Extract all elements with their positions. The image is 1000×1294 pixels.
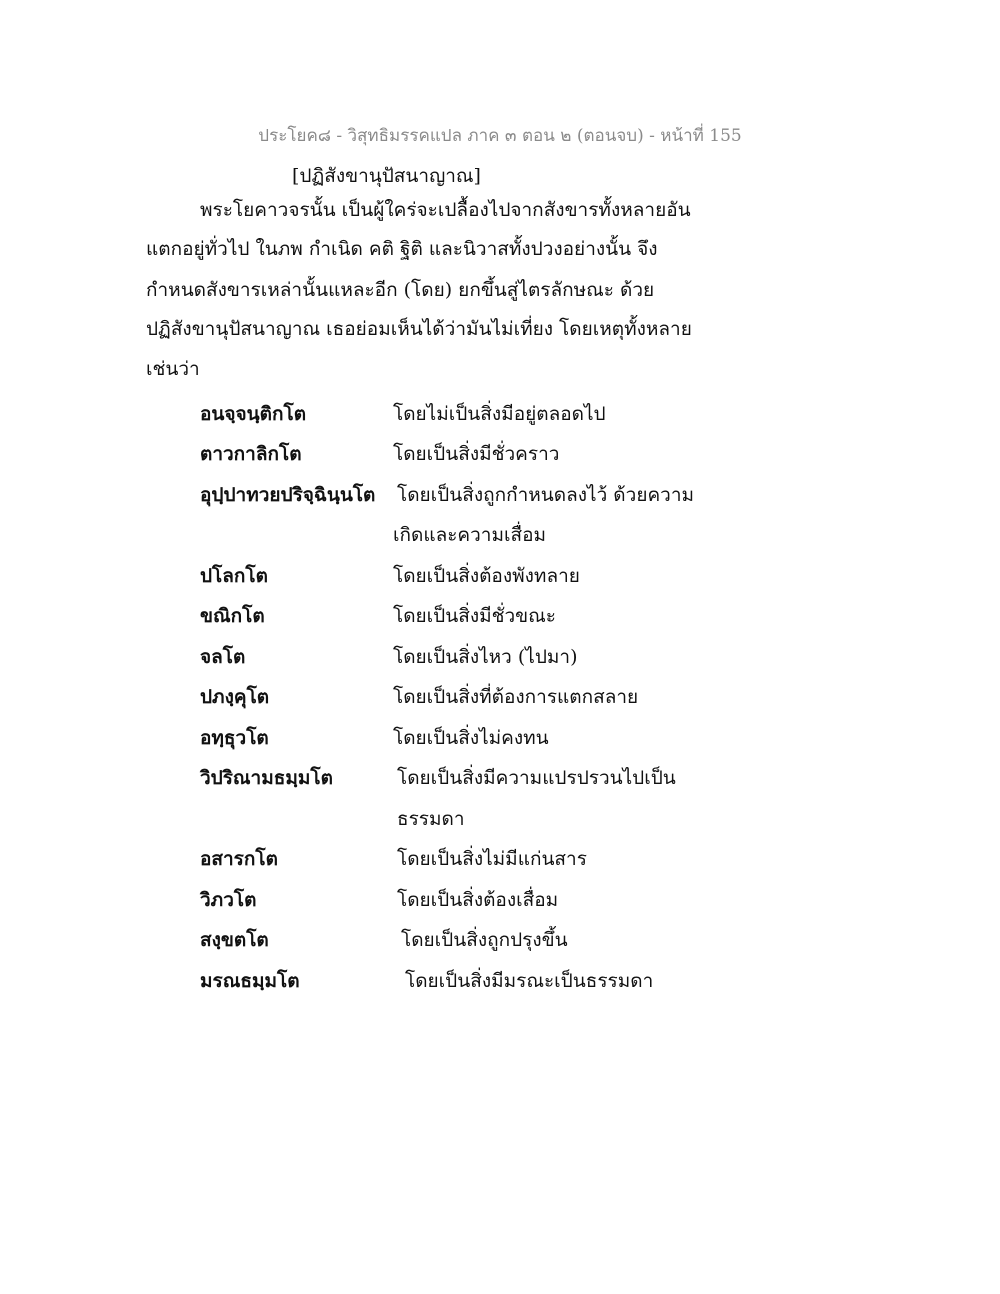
term-meaning: โดยเป็นสิ่งต้องเสื่อม	[397, 889, 559, 911]
term-pali: ขณิกโต	[200, 605, 265, 627]
term-meaning: โดยเป็นสิ่งไม่คงทน	[393, 727, 549, 749]
term-meaning: โดยเป็นสิ่งไม่มีแก่นสาร	[397, 848, 587, 870]
term-meaning-continuation: เกิดและความเสื่อม	[393, 524, 547, 546]
term-pali: สงฺขตโต	[200, 929, 269, 951]
paragraph-line: เช่นว่า	[146, 358, 200, 380]
paragraph-line: กำหนดสังขารเหล่านั้นแหละอีก (โดย) ยกขึ้นสู่ไตรลักษณะ ด้วย	[146, 279, 655, 301]
term-pali: ปภงฺคุโต	[200, 686, 270, 708]
term-pali: อนจฺจนฺติกโต	[200, 403, 307, 425]
term-pali: ปโลกโต	[200, 565, 268, 587]
term-pali: อุปฺปาทวยปริจฺฉินฺนโต	[200, 484, 376, 506]
term-pali: ตาวกาลิกโต	[200, 443, 302, 465]
term-meaning: โดยเป็นสิ่งมีชั่วขณะ	[393, 605, 557, 627]
term-meaning: โดยเป็นสิ่งที่ต้องการแตกสลาย	[393, 686, 639, 708]
term-meaning: โดยเป็นสิ่งมีมรณะเป็นธรรมดา	[405, 970, 654, 992]
section-heading: [ปฏิสังขานุปัสนาญาณ]	[292, 165, 481, 187]
running-header: ประโยค๘ - วิสุทธิมรรคแปล ภาค ๓ ตอน ๒ (ตอนจบ) - หน้าที่ 155	[258, 126, 742, 146]
paragraph-line: ปฏิสังขานุปัสนาญาณ เธอย่อมเห็นได้ว่ามันไม่เที่ยง โดยเหตุทั้งหลาย	[146, 318, 692, 340]
term-meaning: โดยเป็นสิ่งต้องพังทลาย	[393, 565, 580, 587]
term-meaning: โดยไม่เป็นสิ่งมีอยู่ตลอดไป	[393, 403, 606, 425]
term-meaning: โดยเป็นสิ่งมีชั่วคราว	[393, 443, 560, 465]
term-pali: วิปริณามธมฺมโต	[200, 767, 333, 789]
term-meaning: โดยเป็นสิ่งมีความแปรปรวนไปเป็น	[397, 767, 676, 789]
term-pali: มรณธมฺมโต	[200, 970, 300, 992]
term-pali: จลโต	[200, 646, 246, 668]
term-meaning: โดยเป็นสิ่งถูกปรุงขึ้น	[401, 929, 568, 951]
term-pali: วิภวโต	[200, 889, 257, 911]
term-meaning-continuation: ธรรมดา	[397, 808, 465, 830]
paragraph-line: พระโยคาวจรนั้น เป็นผู้ใคร่จะเปลื้องไปจากสังขารทั้งหลายอัน	[200, 199, 691, 221]
term-pali: อสารกโต	[200, 848, 278, 870]
paragraph-line: แตกอยู่ทั่วไป ในภพ กำเนิด คติ ฐิติ และนิวาสทั้งปวงอย่างนั้น จึง	[146, 238, 658, 260]
term-meaning: โดยเป็นสิ่งถูกกำหนดลงไว้ ด้วยความ	[397, 484, 695, 506]
term-pali: อทฺธุวโต	[200, 727, 269, 749]
term-meaning: โดยเป็นสิ่งไหว (ไปมา)	[393, 646, 578, 668]
